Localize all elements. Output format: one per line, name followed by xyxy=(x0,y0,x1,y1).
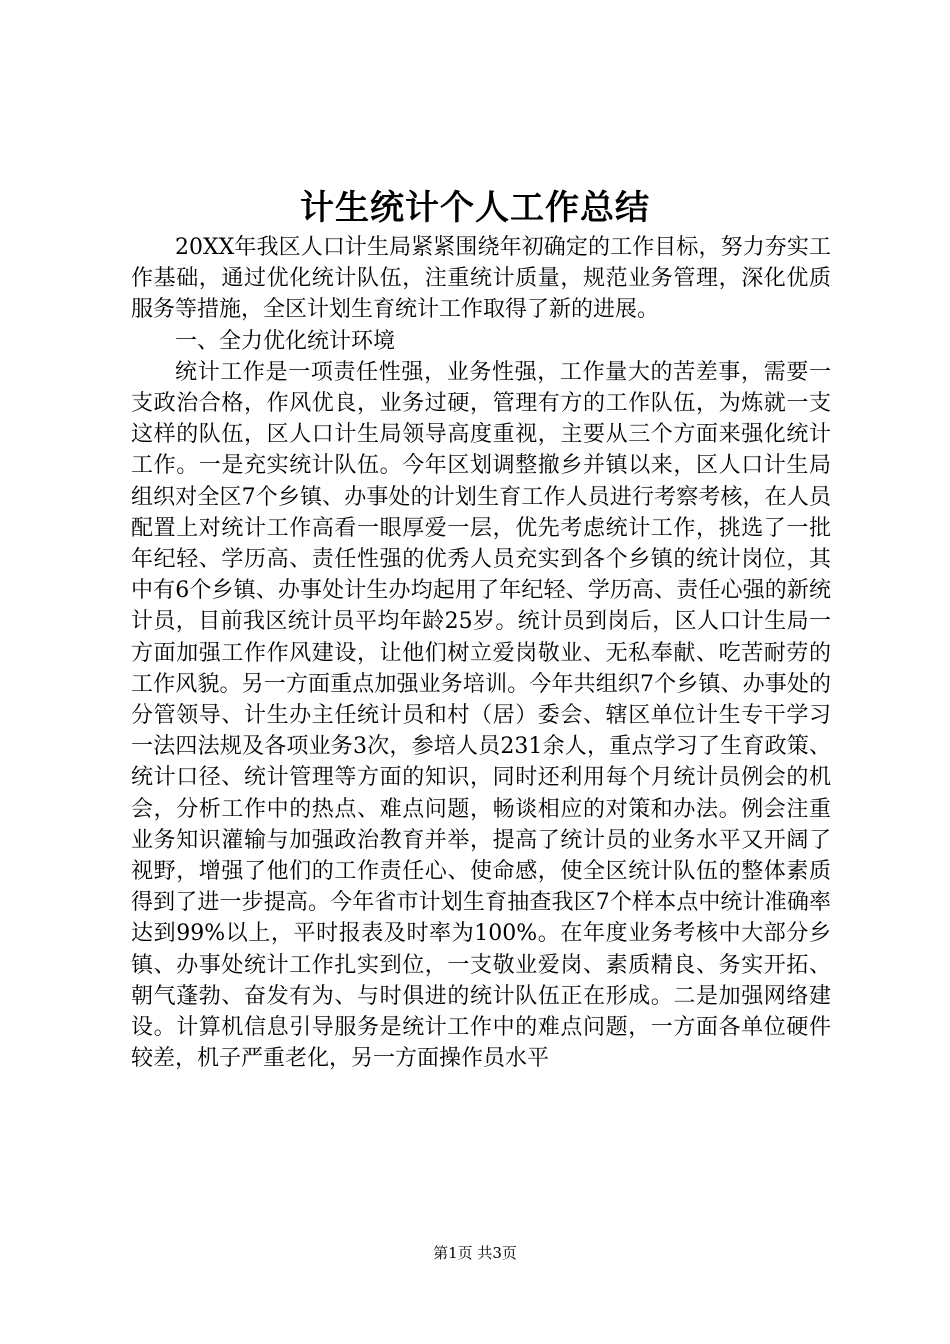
section-heading: 一、全力优化统计环境 xyxy=(175,328,396,354)
page-number: 第1页 共3页 xyxy=(433,1244,517,1262)
document-title: 计生统计个人工作总结 xyxy=(300,188,650,228)
document-body xyxy=(131,232,831,1074)
intro-paragraph: 20XX年我区人口计生局紧紧围绕年初确定的工作目标，努力夯实工作基础，通过优化统计队伍，注重统计质量，规范业务管理，深化优质服务等措施，全区计划生育统计工作取得了新的进展。 xyxy=(131,235,831,323)
body-paragraph: 统计工作是一项责任性强，业务性强，工作量大的苦差事，需要一支政治合格，作风优良，业务过硬，管理有方的工作队伍，为炼就一支这样的队伍，区人口计生局领导高度重视，主要从三个方面来强化统计工作。一是充实统计队伍。今年区划调整撤乡并镇以来，区人口计生局组织对全区7个乡镇、办事处的计划生育工作人员进行考察考核，在人员配置上对统计工作高看一眼厚爱一层，优先考虑统计工作，挑选了一批年纪轻、学历高、责任性强的优秀人员充实到各个乡镇的统计岗位，其中有6个乡镇、办事处计生办均起用了年纪轻、学历高、责任心强的新统计员，目前我区统计员平均年龄25岁。统计员到岗后，区人口计生局一方面加强工作作风建设，让他们树立爱岗敬业、无私奉献、吃苦耐劳的工作风貌。另一方面重点加强业务培训。今年共组织7个乡镇、办事处的分管领导、计生办主任统计员和村（居）委会、辖区单位计生专干学习一法四法规及各项业务3次，参培人员231余人，重点学习了生育政策、统计口径、统计管理等方面的知识，同时还利用每个月统计员例会的机会，分析工作中的热点、难点问题，畅谈相应的对策和办法。例会注重业务知识灌输与加强政治教育并举，提高了统计员的业务水平又开阔了视野，增强了他们的工作责任心、使命感，使全区统计队伍的整体素质得到了进一步提高。今年省市计划生育抽查我区7个样本点中统计准确率达到99%以上，平时报表及时率为100%。在年度业务考核中大部分乡镇、办事处统计工作扎实到位，一支敬业爱岗、素质精良、务实开拓、朝气蓬勃、奋发有为、与时俱进的统计队伍正在形成。二是加强网络建设。计算机信息引导服务是统计工作中的难点问题，一方面各单位硬件较差，机子严重老化，另一方面操作员水平 xyxy=(131,359,831,1072)
